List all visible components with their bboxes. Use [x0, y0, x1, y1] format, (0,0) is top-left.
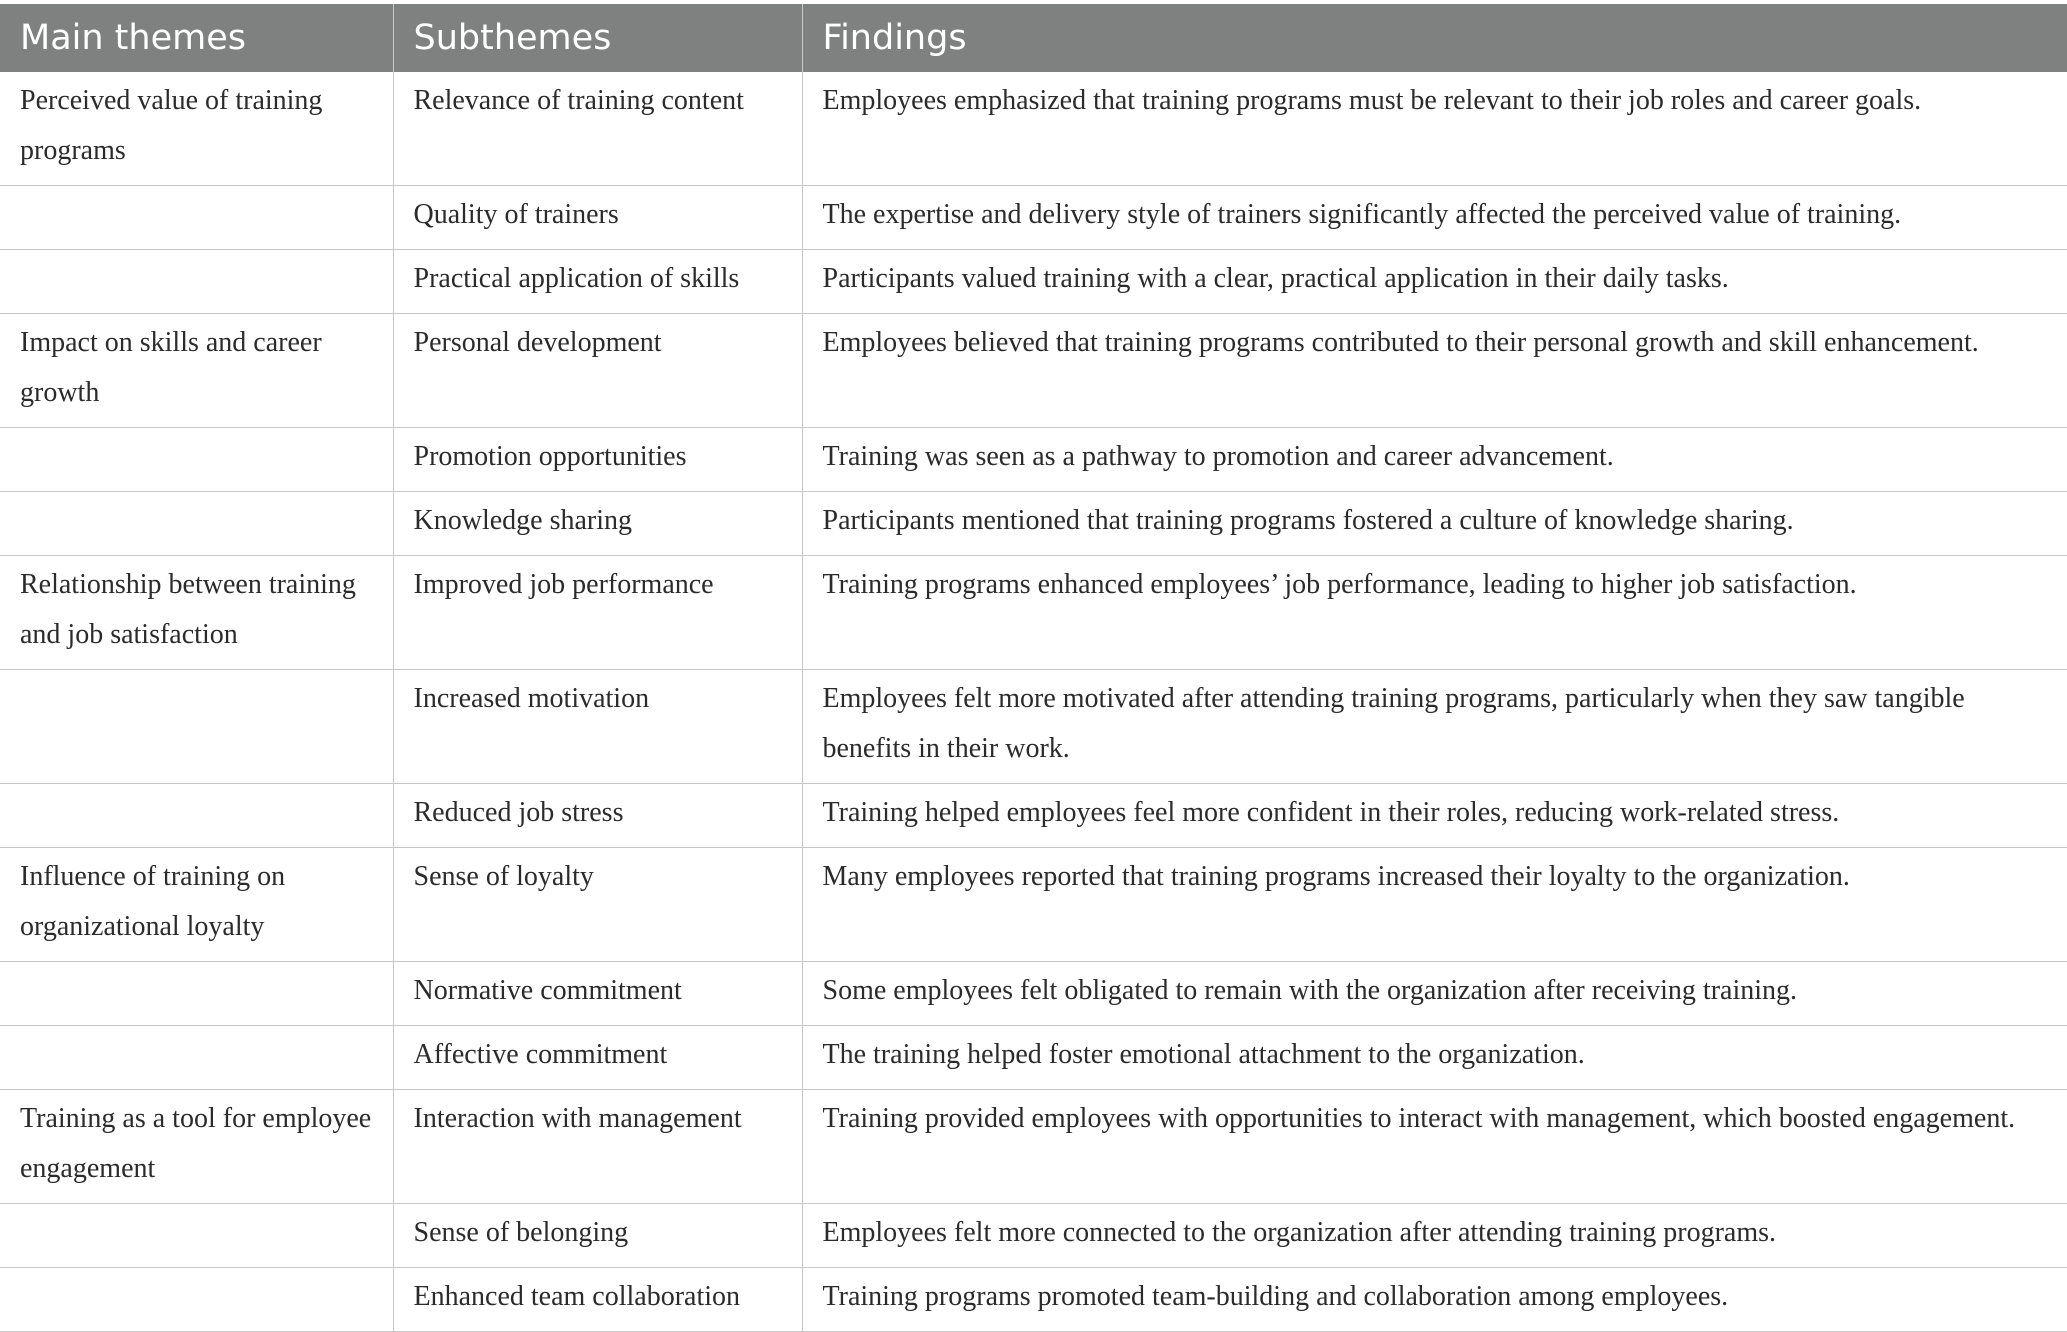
cell-subtheme: Sense of loyalty	[393, 848, 802, 962]
cell-subtheme: Enhanced team collaboration	[393, 1268, 802, 1332]
table-row	[0, 670, 2067, 784]
cell-subtheme: Personal development	[393, 314, 802, 428]
table-row	[0, 314, 2067, 428]
cell-subtheme: Promotion opportunities	[393, 428, 802, 492]
cell-finding: Participants valued training with a clear, practical application in their daily tasks.	[802, 250, 2067, 314]
cell-subtheme: Increased motivation	[393, 670, 802, 784]
cell-finding: Training programs promoted team-building and collaboration among employees.	[802, 1268, 2067, 1332]
cell-main-theme	[0, 492, 393, 556]
table-row	[0, 186, 2067, 250]
cell-subtheme: Interaction with management	[393, 1090, 802, 1204]
table-row	[0, 428, 2067, 492]
cell-subtheme: Sense of belonging	[393, 1204, 802, 1268]
table-row	[0, 848, 2067, 962]
table-row	[0, 784, 2067, 848]
cell-main-theme	[0, 784, 393, 848]
table-row	[0, 492, 2067, 556]
table-row	[0, 556, 2067, 670]
cell-finding: Training programs enhanced employees’ job performance, leading to higher job satisfaction.	[802, 556, 2067, 670]
table-body	[0, 72, 2067, 1332]
cell-finding: The expertise and delivery style of trainers significantly affected the perceived value of training.	[802, 186, 2067, 250]
cell-main-theme	[0, 250, 393, 314]
cell-main-theme: Relationship between training and job satisfaction	[0, 556, 393, 670]
themes-table	[0, 4, 2067, 1332]
cell-main-theme	[0, 670, 393, 784]
cell-finding: Training was seen as a pathway to promotion and career advancement.	[802, 428, 2067, 492]
cell-finding: Participants mentioned that training programs fostered a culture of knowledge sharing.	[802, 492, 2067, 556]
cell-finding: Some employees felt obligated to remain with the organization after receiving training.	[802, 962, 2067, 1026]
cell-subtheme: Knowledge sharing	[393, 492, 802, 556]
cell-main-theme	[0, 186, 393, 250]
table-row	[0, 72, 2067, 186]
cell-subtheme: Quality of trainers	[393, 186, 802, 250]
header-row	[0, 4, 2067, 72]
cell-finding: Training helped employees feel more confident in their roles, reducing work-related stress.	[802, 784, 2067, 848]
table-row	[0, 1268, 2067, 1332]
cell-main-theme: Impact on skills and career growth	[0, 314, 393, 428]
cell-finding: Many employees reported that training programs increased their loyalty to the organization.	[802, 848, 2067, 962]
cell-finding: Training provided employees with opportunities to interact with management, which boosted engagement.	[802, 1090, 2067, 1204]
cell-finding: Employees felt more connected to the organization after attending training programs.	[802, 1204, 2067, 1268]
header-subthemes: Subthemes	[393, 4, 802, 72]
cell-main-theme: Training as a tool for employee engagement	[0, 1090, 393, 1204]
table-row	[0, 962, 2067, 1026]
cell-subtheme: Practical application of skills	[393, 250, 802, 314]
cell-finding: Employees believed that training programs contributed to their personal growth and skill enhancement.	[802, 314, 2067, 428]
cell-subtheme: Normative commitment	[393, 962, 802, 1026]
cell-finding: The training helped foster emotional attachment to the organization.	[802, 1026, 2067, 1090]
cell-finding: Employees emphasized that training programs must be relevant to their job roles and career goals.	[802, 72, 2067, 186]
table-row	[0, 250, 2067, 314]
cell-main-theme	[0, 1026, 393, 1090]
cell-main-theme	[0, 428, 393, 492]
cell-main-theme: Perceived value of training programs	[0, 72, 393, 186]
themes-table-container	[0, 4, 2067, 1332]
table-row	[0, 1204, 2067, 1268]
cell-main-theme	[0, 962, 393, 1026]
cell-subtheme: Affective commitment	[393, 1026, 802, 1090]
cell-subtheme: Relevance of training content	[393, 72, 802, 186]
header-findings: Findings	[802, 4, 2067, 72]
header-main-themes: Main themes	[0, 4, 393, 72]
cell-finding: Employees felt more motivated after attending training programs, particularly when they saw tangible benefits in their work.	[802, 670, 2067, 784]
cell-main-theme: Influence of training on organizational loyalty	[0, 848, 393, 962]
cell-subtheme: Reduced job stress	[393, 784, 802, 848]
table-row	[0, 1090, 2067, 1204]
cell-main-theme	[0, 1268, 393, 1332]
table-row	[0, 1026, 2067, 1090]
table-header	[0, 4, 2067, 72]
cell-main-theme	[0, 1204, 393, 1268]
cell-subtheme: Improved job performance	[393, 556, 802, 670]
